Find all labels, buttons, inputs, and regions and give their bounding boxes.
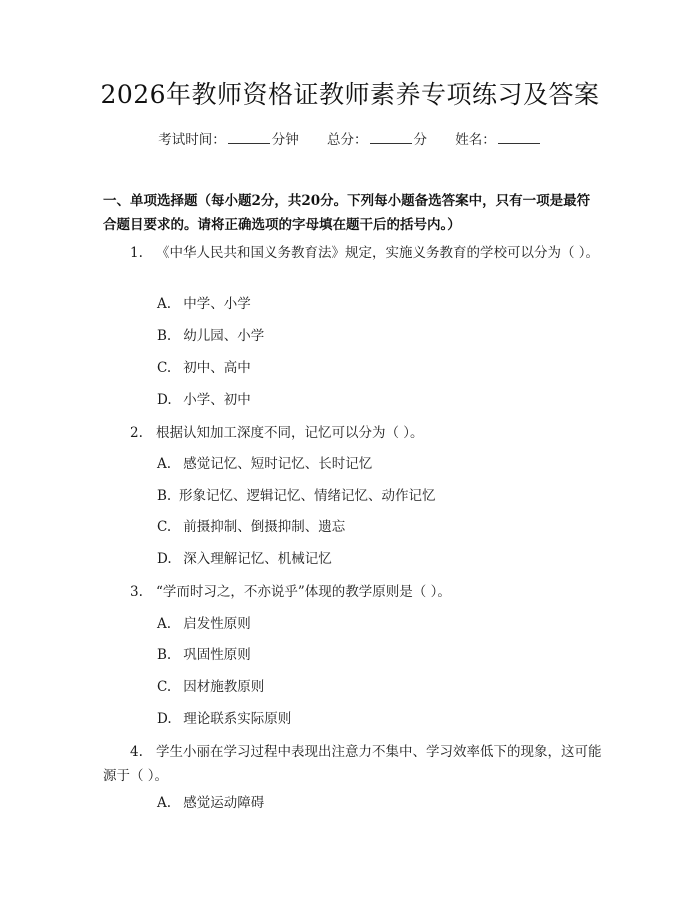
option-text: 前摄抑制、倒摄抑制、遗忘 — [183, 519, 346, 535]
option-label: D. — [157, 392, 172, 408]
question-number: 1. — [130, 245, 143, 261]
option-label: A. — [157, 616, 172, 632]
option-text: 初中、高中 — [183, 360, 251, 376]
student-name-field — [455, 132, 542, 148]
option-label: C. — [157, 360, 172, 376]
option-text: 深入理解记忆、机械记忆 — [183, 551, 332, 567]
question-number: 3. — [130, 584, 143, 600]
exam-time-blank — [228, 130, 270, 144]
option-2d — [157, 549, 332, 569]
option-1c — [157, 358, 251, 378]
option-label: B. — [157, 647, 172, 663]
option-label: A. — [157, 456, 172, 472]
option-label: C. — [157, 519, 172, 535]
exam-time-unit: 分钟 — [271, 132, 299, 148]
option-text: 因材施教原则 — [183, 679, 265, 695]
option-2a — [157, 454, 372, 474]
question-text: 《中华人民共和国义务教育法》规定，实施义务教育的学校可以分为（ ）。 — [156, 245, 600, 261]
option-1b — [157, 326, 264, 346]
option-3c — [157, 677, 264, 697]
question-text: “学而时习之，不亦说乎”体现的教学原则是（ ）。 — [156, 584, 451, 600]
question-4 — [103, 740, 603, 788]
option-text: 幼儿园、小学 — [183, 328, 265, 344]
exam-time-field — [158, 132, 299, 148]
option-text: 感觉记忆、短时记忆、长时记忆 — [183, 456, 373, 472]
question-number: 4. — [130, 744, 143, 760]
option-text: 巩固性原则 — [183, 647, 251, 663]
option-1d — [157, 390, 251, 410]
option-label: D. — [157, 551, 172, 567]
question-3 — [103, 580, 603, 604]
option-text: 理论联系实际原则 — [183, 711, 292, 727]
document-title: 2026年教师资格证教师素养专项练习及答案 — [100, 80, 600, 109]
option-3a — [157, 614, 251, 634]
option-label: C. — [157, 679, 172, 695]
option-text: 启发性原则 — [183, 616, 251, 632]
option-label: A. — [157, 296, 172, 312]
option-label: D. — [157, 711, 172, 727]
question-text: 根据认知加工深度不同，记忆可以分为（ ）。 — [156, 425, 424, 441]
total-score-field — [327, 132, 427, 148]
option-1a — [157, 294, 251, 314]
question-1 — [103, 241, 603, 265]
total-score-label: 总分： — [327, 132, 368, 148]
option-label: A. — [157, 795, 172, 811]
exam-info-line — [0, 130, 700, 150]
option-text: 形象记忆、逻辑记忆、情绪记忆、动作记忆 — [179, 488, 436, 504]
student-name-blank — [498, 130, 540, 144]
option-4a — [157, 793, 264, 813]
total-score-unit: 分 — [413, 132, 427, 148]
exam-time-label: 考试时间： — [158, 132, 226, 148]
question-2 — [103, 421, 603, 445]
option-3d — [157, 709, 291, 729]
section-heading: 一、单项选择题（每小题2分，共20分。下列每小题备选答案中，只有一项是最符合题目要求的。请将正确选项的字母填在题干后的括号内。） — [103, 193, 591, 233]
option-2b — [157, 486, 436, 506]
question-number: 2. — [130, 425, 143, 441]
option-label: B. — [157, 328, 172, 344]
option-text: 感觉运动障碍 — [183, 795, 265, 811]
option-label: B. — [157, 488, 172, 504]
total-score-blank — [370, 130, 412, 144]
option-text: 中学、小学 — [183, 296, 251, 312]
question-text: 学生小丽在学习过程中表现出注意力不集中、学习效率低下的现象，这可能源于（ ）。 — [103, 744, 602, 784]
option-text: 小学、初中 — [183, 392, 251, 408]
student-name-label: 姓名： — [455, 132, 496, 148]
option-2c — [157, 517, 345, 537]
option-3b — [157, 645, 251, 665]
